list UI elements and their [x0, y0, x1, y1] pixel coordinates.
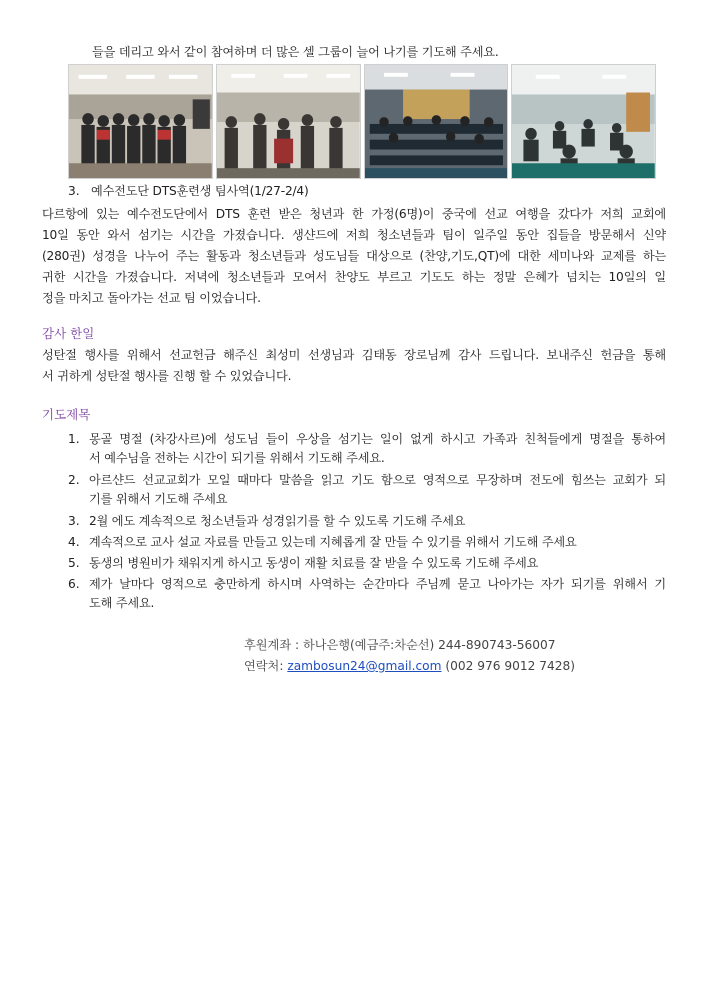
paragraph-line-5: 정을 마치고 돌아가는 선교 팀 이었습니다.: [42, 291, 261, 305]
prayer-number-6: 6.: [68, 577, 80, 591]
contact-label: 연락처:: [244, 659, 284, 673]
donation-account: 후원계좌 : 하나은행(예금주:차순선) 244-890743-56007: [244, 638, 556, 652]
prayer-item-4-line-1: 계속적으로 교사 설교 자료를 만들고 있는데 지혜롭게 잘 만들 수 있기를 위해서 기도해 주세요: [89, 535, 577, 549]
thanks-line-2: 서 귀하게 성탄절 행사를 진행 할 수 있었습니다.: [42, 369, 292, 383]
email-link[interactable]: zambosun24@gmail.com: [287, 659, 442, 673]
prayer-heading: 기도제목: [42, 407, 91, 422]
prayer-item-6-line-1: 제가 날마다 영적으로 충만하게 하시며 사역하는 순간마다 주님께 묻고 나아가는 자가 되기를 위해서 기: [89, 577, 666, 591]
prayer-item-1-line-2: 서 예수님을 전하는 시간이 되기를 위해서 기도해 주세요.: [89, 451, 385, 465]
paragraph-line-1: 다르항에 있는 예수전도단에서 DTS 훈련 받은 청년과 한 가정(6명)이 중국에 선교 여행을 갔다가 저희 교회에: [42, 207, 666, 221]
prayer-item-3-line-1: 2월 에도 계속적으로 청소년들과 성경읽기를 할 수 있도록 기도해 주세요: [89, 514, 466, 528]
prayer-number-4: 4.: [68, 535, 80, 549]
contact-line: [244, 658, 575, 674]
prayer-item-5-line-1: 동생의 병원비가 채워지게 하시고 동생이 재활 치료를 잘 받을 수 있도록 기도해 주세요: [89, 556, 539, 570]
worship-photo: [364, 64, 509, 179]
prayer-item-1-line-1: 몽골 명절 (차강사르)에 성도님 들이 우상을 섬기는 일이 없게 하시고 가족과 친척들에게 명절을 통하여: [89, 432, 666, 446]
thanks-line-1: 성탄절 행사를 위해서 선교헌금 해주신 최성미 선생님과 김태동 장로님께 감사 드립니다. 보내주신 헌금을 통해: [42, 348, 666, 362]
prayer-number-3: 3.: [68, 514, 80, 528]
thanks-heading: 감사 한일: [42, 326, 95, 341]
intro-line: 들을 데리고 와서 같이 참여하며 더 많은 셀 그룹이 늘어 나기를 기도해 주세요.: [92, 45, 499, 59]
prayer-item-2-line-2: 기를 위해서 기도해 주세요: [89, 492, 228, 506]
prayer-item-2-line-1: 아르샨드 선교교회가 모일 때마다 말씀을 읽고 기도 함으로 영적으로 무장하며 전도에 힘쓰는 교회가 되: [89, 473, 666, 487]
prayer-number-2: 2.: [68, 473, 80, 487]
paragraph-line-2: 10일 동안 와서 섬기는 시간을 가졌습니다. 생샨드에 저희 청소년들과 팀이 일주일 동안 집들을 방문해서 신약: [42, 228, 666, 242]
prayer-item-6-line-2: 도해 주세요.: [89, 596, 155, 610]
item3-title: 예수전도단 DTS훈련생 팀사역(1/27-2/4): [91, 184, 309, 198]
circle-meeting-photo: [511, 64, 656, 179]
paragraph-line-4: 귀한 시간을 가졌습니다. 저녁에 청소년들과 모여서 찬양도 부르고 기도도 하는 정말 은혜가 넘치는 10일의 일: [42, 270, 666, 284]
item3-number: 3.: [68, 184, 80, 198]
group-photo: [68, 64, 213, 179]
paragraph-line-3: (280권) 성경을 나누어 주는 활동과 청소년들과 성도님들 대상으로 (찬양,기도,QT)에 대한 세미나와 교제를 하는: [42, 249, 666, 263]
prayer-number-1: 1.: [68, 432, 80, 446]
contact-phone: (002 976 9012 7428): [445, 659, 576, 673]
gathering-photo: [216, 64, 361, 179]
prayer-number-5: 5.: [68, 556, 80, 570]
photo-strip: [68, 64, 656, 179]
